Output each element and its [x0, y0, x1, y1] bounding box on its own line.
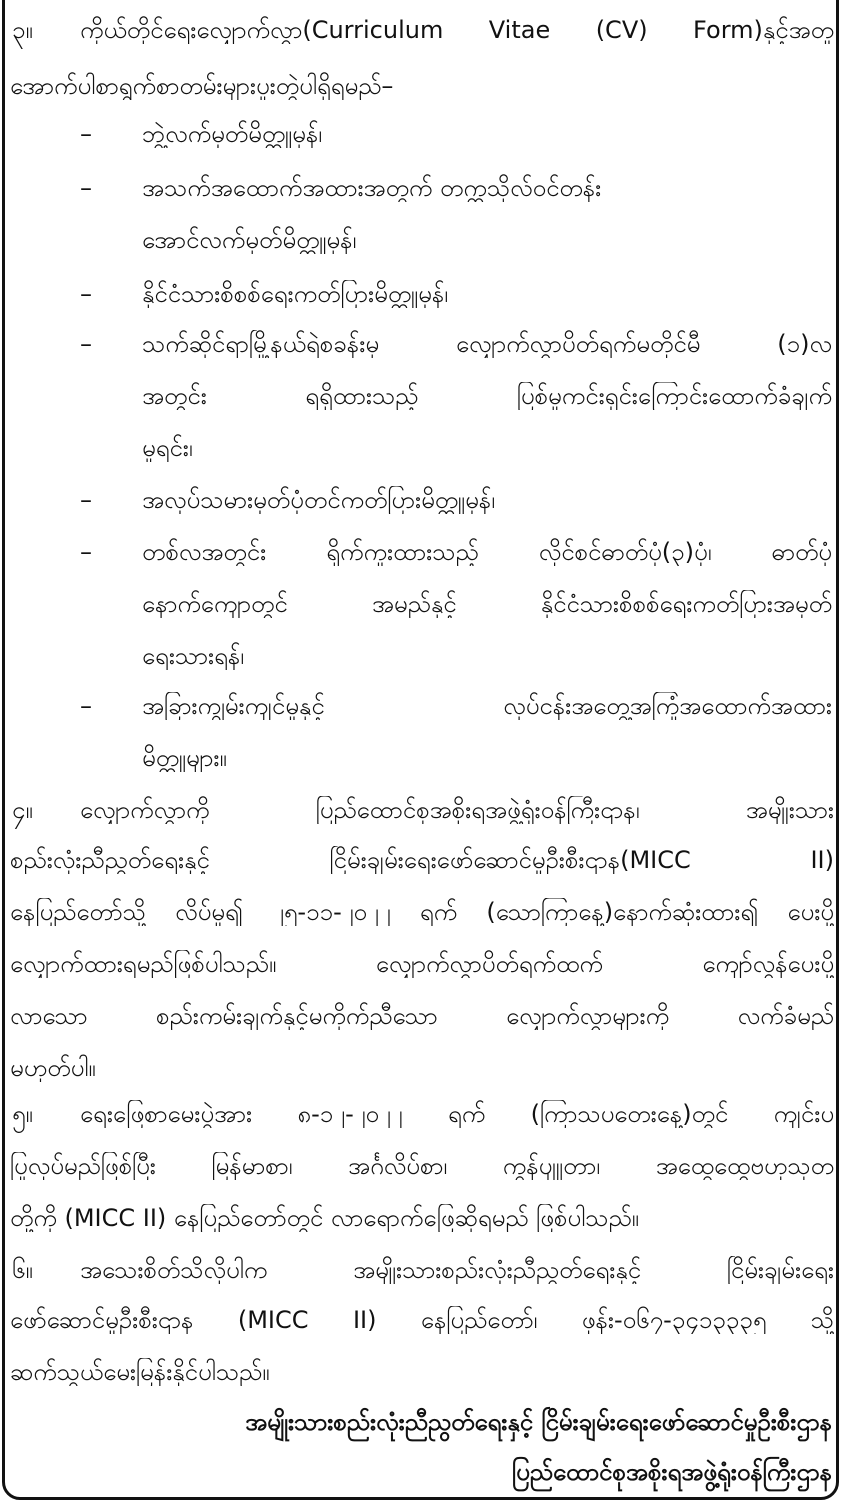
list-item: မိတ္တူများ။: [142, 744, 227, 772]
paragraph-line: မဟုတ်ပါ။: [10, 1054, 96, 1082]
bullet-dash: –: [80, 174, 92, 202]
paragraph-line: ဆက်သွယ်မေးမြန်းနိုင်ပါသည်။: [10, 1358, 270, 1386]
paragraph-line: တို့ကို (MICC II) နေပြည်တော်တွင် လာရောက်ဖြေဆိုရမည် ဖြစ်ပါသည်။: [10, 1204, 639, 1232]
paragraph-line: အောက်ပါစာရွက်စာတမ်းများပူးတွဲပါရှိရမည်–: [10, 72, 394, 100]
bullet-dash: –: [80, 538, 92, 566]
list-item: အခြားကျွမ်းကျင်မှုနှင့် လုပ်ငန်းအတွေ့အကြုံအထောက်အထား: [142, 692, 832, 720]
list-item: မူရင်း၊: [142, 434, 193, 462]
list-item: တစ်လအတွင်း ရိုက်ကူးထားသည့် လိုင်စင်ဓာတ်ပုံ(၃)ပုံ၊ ဓာတ်ပုံ: [142, 538, 832, 566]
paragraph-line: ကိုယ်တိုင်ရေးလျှောက်လွှာ(Curriculum Vitae (CV) Form)နှင့်အတူ: [80, 16, 834, 44]
bullet-dash: –: [80, 692, 92, 720]
list-item: နောက်ကျောတွင် အမည်နှင့် နိုင်ငံသားစိစစ်ရေးကတ်ပြားအမှတ်: [142, 590, 832, 618]
section-number: ၃။: [12, 16, 33, 44]
signature-department: အမျိုးသားစည်းလုံးညီညွတ်ရေးနှင့် ငြိမ်းချမ်းရေးဖော်ဆောင်မှုဦးစီးဌာန: [245, 1408, 832, 1436]
list-item: ဘွဲ့လက်မှတ်မိတ္တူမှန်၊: [142, 120, 323, 148]
list-item: အလုပ်သမားမှတ်ပုံတင်ကတ်ပြားမိတ္တူမှန်၊: [142, 486, 495, 514]
section-number: ၆။: [12, 1256, 33, 1284]
signature-ministry: ပြည်ထောင်စုအစိုးရအဖွဲ့ရုံးဝန်ကြီးဌာန: [512, 1458, 832, 1486]
paragraph-line: ဖော်ဆောင်မှုဦးစီးဌာန (MICC II) နေပြည်တော်၊ ဖုန်း-၀၆၇-၃၄၁၃၃၃၅ သို့: [10, 1306, 834, 1334]
section-number: ၅။: [12, 1100, 33, 1128]
paragraph-line: ရေးဖြေစာမေးပွဲအား ၈-၁၂-၂၀၂၂ ရက် (ကြာသပတေးနေ့)တွင် ကျင်းပ: [80, 1100, 834, 1128]
paragraph-line: လျှောက်ထားရမည်ဖြစ်ပါသည်။ လျှောက်လွှာပိတ်ရက်ထက် ကျော်လွန်ပေးပို့: [10, 950, 834, 978]
section-number: ၄။: [12, 796, 33, 824]
list-item: ရေးသားရန်၊: [142, 642, 245, 670]
bullet-dash: –: [80, 486, 92, 514]
bullet-dash: –: [80, 330, 92, 358]
list-item: နိုင်ငံသားစိစစ်ရေးကတ်ပြားမိတ္တူမှန်၊: [142, 280, 449, 308]
paragraph-line: နေပြည်တော်သို့ လိပ်မူ၍ ၂၅-၁၁-၂၀၂၂ ရက် (သောကြာနေ့)နောက်ဆုံးထား၍ ပေးပို့: [10, 898, 834, 926]
bullet-dash: –: [80, 120, 92, 148]
paragraph-line: လာသော စည်းကမ်းချက်နှင့်မကိုက်ညီသော လျှောက်လွှာများကို လက်ခံမည်: [10, 1002, 834, 1030]
paragraph-line: စည်းလုံးညီညွတ်ရေးနှင့် ငြိမ်းချမ်းရေးဖော်ဆောင်မှုဦးစီးဌာန(MICC II): [10, 846, 834, 874]
list-item: သက်ဆိုင်ရာမြို့နယ်ရဲစခန်းမှ လျှောက်လွှာပိတ်ရက်မတိုင်မီ (၁)လ: [142, 330, 832, 358]
bullet-dash: –: [80, 280, 92, 308]
list-item: အတွင်း ရရှိထားသည့် ပြစ်မှုကင်းရှင်းကြောင်းထောက်ခံချက်: [142, 382, 832, 410]
paragraph-line: ပြုလုပ်မည်ဖြစ်ပြီး မြန်မာစာ၊ အင်္ဂလိပ်စာ၊ ကွန်ပျူတာ၊ အထွေထွေဗဟုသုတ: [10, 1152, 834, 1180]
list-item: အသက်အထောက်အထားအတွက် တက္ကသိုလ်ဝင်တန်း: [142, 174, 602, 202]
list-item: အောင်လက်မှတ်မိတ္တူမှန်၊: [142, 226, 357, 254]
paragraph-line: လျှောက်လွှာကို ပြည်ထောင်စုအစိုးရအဖွဲ့ရုံးဝန်ကြီးဌာန၊ အမျိုးသား: [80, 796, 834, 824]
paragraph-line: အသေးစိတ်သိလိုပါက အမျိုးသားစည်းလုံးညီညွတ်ရေးနှင့် ငြိမ်းချမ်းရေး: [80, 1256, 834, 1284]
